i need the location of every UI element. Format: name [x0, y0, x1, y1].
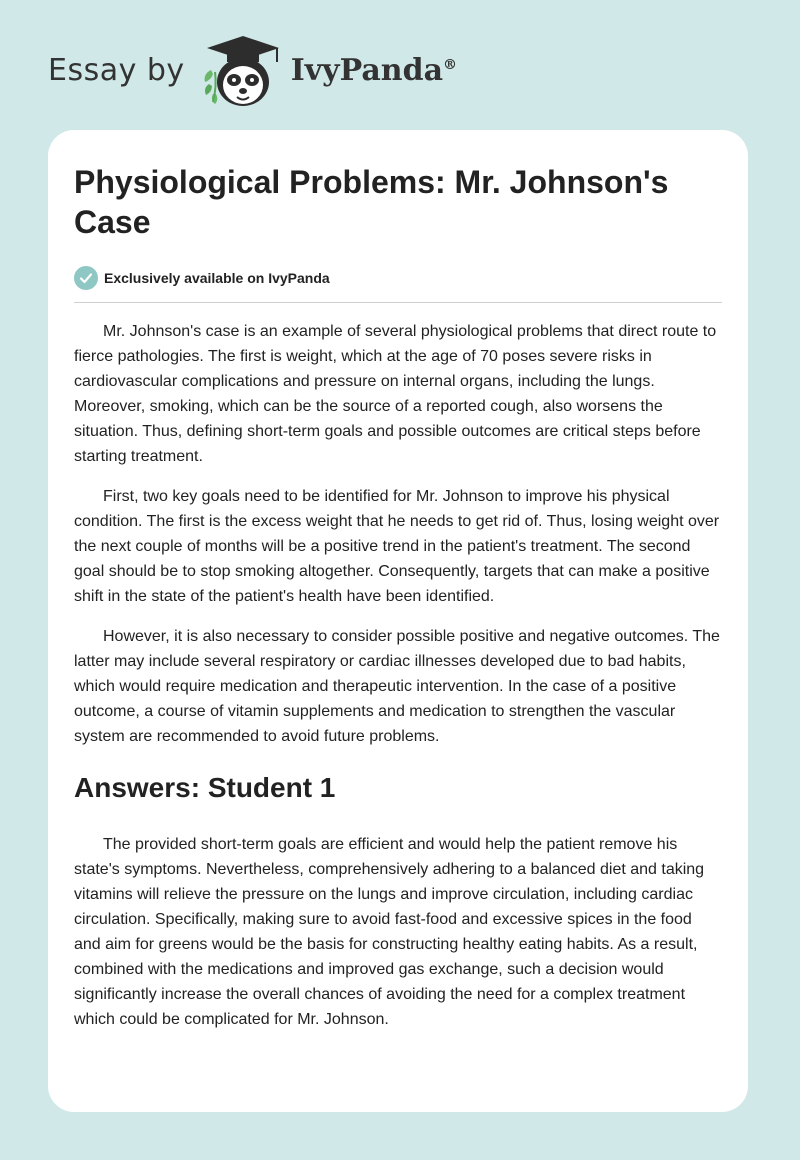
answer-paragraph: The provided short-term goals are efficient and would help the patient remove his state's symptoms. Nevertheless, comprehensively adhering to a balanced diet and taking vitamins will relieve the pressure on the lungs and improve circulation, including cardiac circulation. Specifically, making sure to avoid fast-food and excessive spices in the food and aim for greens would be the basis for constructing healthy eating habits. As a result, combined with the medications and improved gas exchange, such a decision would significantly increase the overall chances of avoiding the need for a complex treatment which could be complicated for Mr. Johnson.	[74, 836, 705, 1028]
exclusive-badge	[74, 264, 722, 292]
page-title: Physiological Problems: Mr. Johnson's Case	[74, 164, 669, 240]
divider	[74, 302, 722, 303]
essay-card	[48, 130, 748, 1112]
section-heading: Answers: Student 1	[74, 772, 336, 803]
badge-label: Exclusively available on IvyPanda	[104, 270, 330, 286]
paragraph-3: However, it is also necessary to consider possible positive and negative outcomes. The latter may include several respiratory or cardiac illnesses developed due to bad habits, which would require medication and therapeutic intervention. In the case of a positive outcome, a course of vitamin supplements and medication to strengthen the vascular system are recommended to avoid future problems.	[74, 628, 720, 745]
paragraph-2: First, two key goals need to be identified for Mr. Johnson to improve his physical condition. The first is the excess weight that he needs to get rid of. Thus, losing weight over the next couple of months will be a positive trend in the patient's treatment. The second goal should be to stop smoking altogether. Consequently, targets that can make a positive shift in the state of the patient's health have been identified.	[74, 488, 720, 605]
brand-name[interactable]	[291, 53, 457, 88]
registered-mark: ®	[443, 56, 458, 73]
check-icon	[74, 266, 98, 290]
site-header	[48, 30, 457, 110]
essay-by-label: Essay by	[48, 52, 185, 88]
ivypanda-logo-icon[interactable]	[197, 30, 289, 110]
brand-label: IvyPanda	[290, 52, 444, 88]
paragraph-1: Mr. Johnson's case is an example of several physiological problems that direct route to fierce pathologies. The first is weight, which at the age of 70 poses severe risks in cardiovascular complications and pressure on internal organs, including the lungs. Moreover, smoking, which can be the source of a reported cough, also worsens the situation. Thus, defining short-term goals and possible outcomes are critical steps before starting treatment.	[74, 323, 717, 465]
